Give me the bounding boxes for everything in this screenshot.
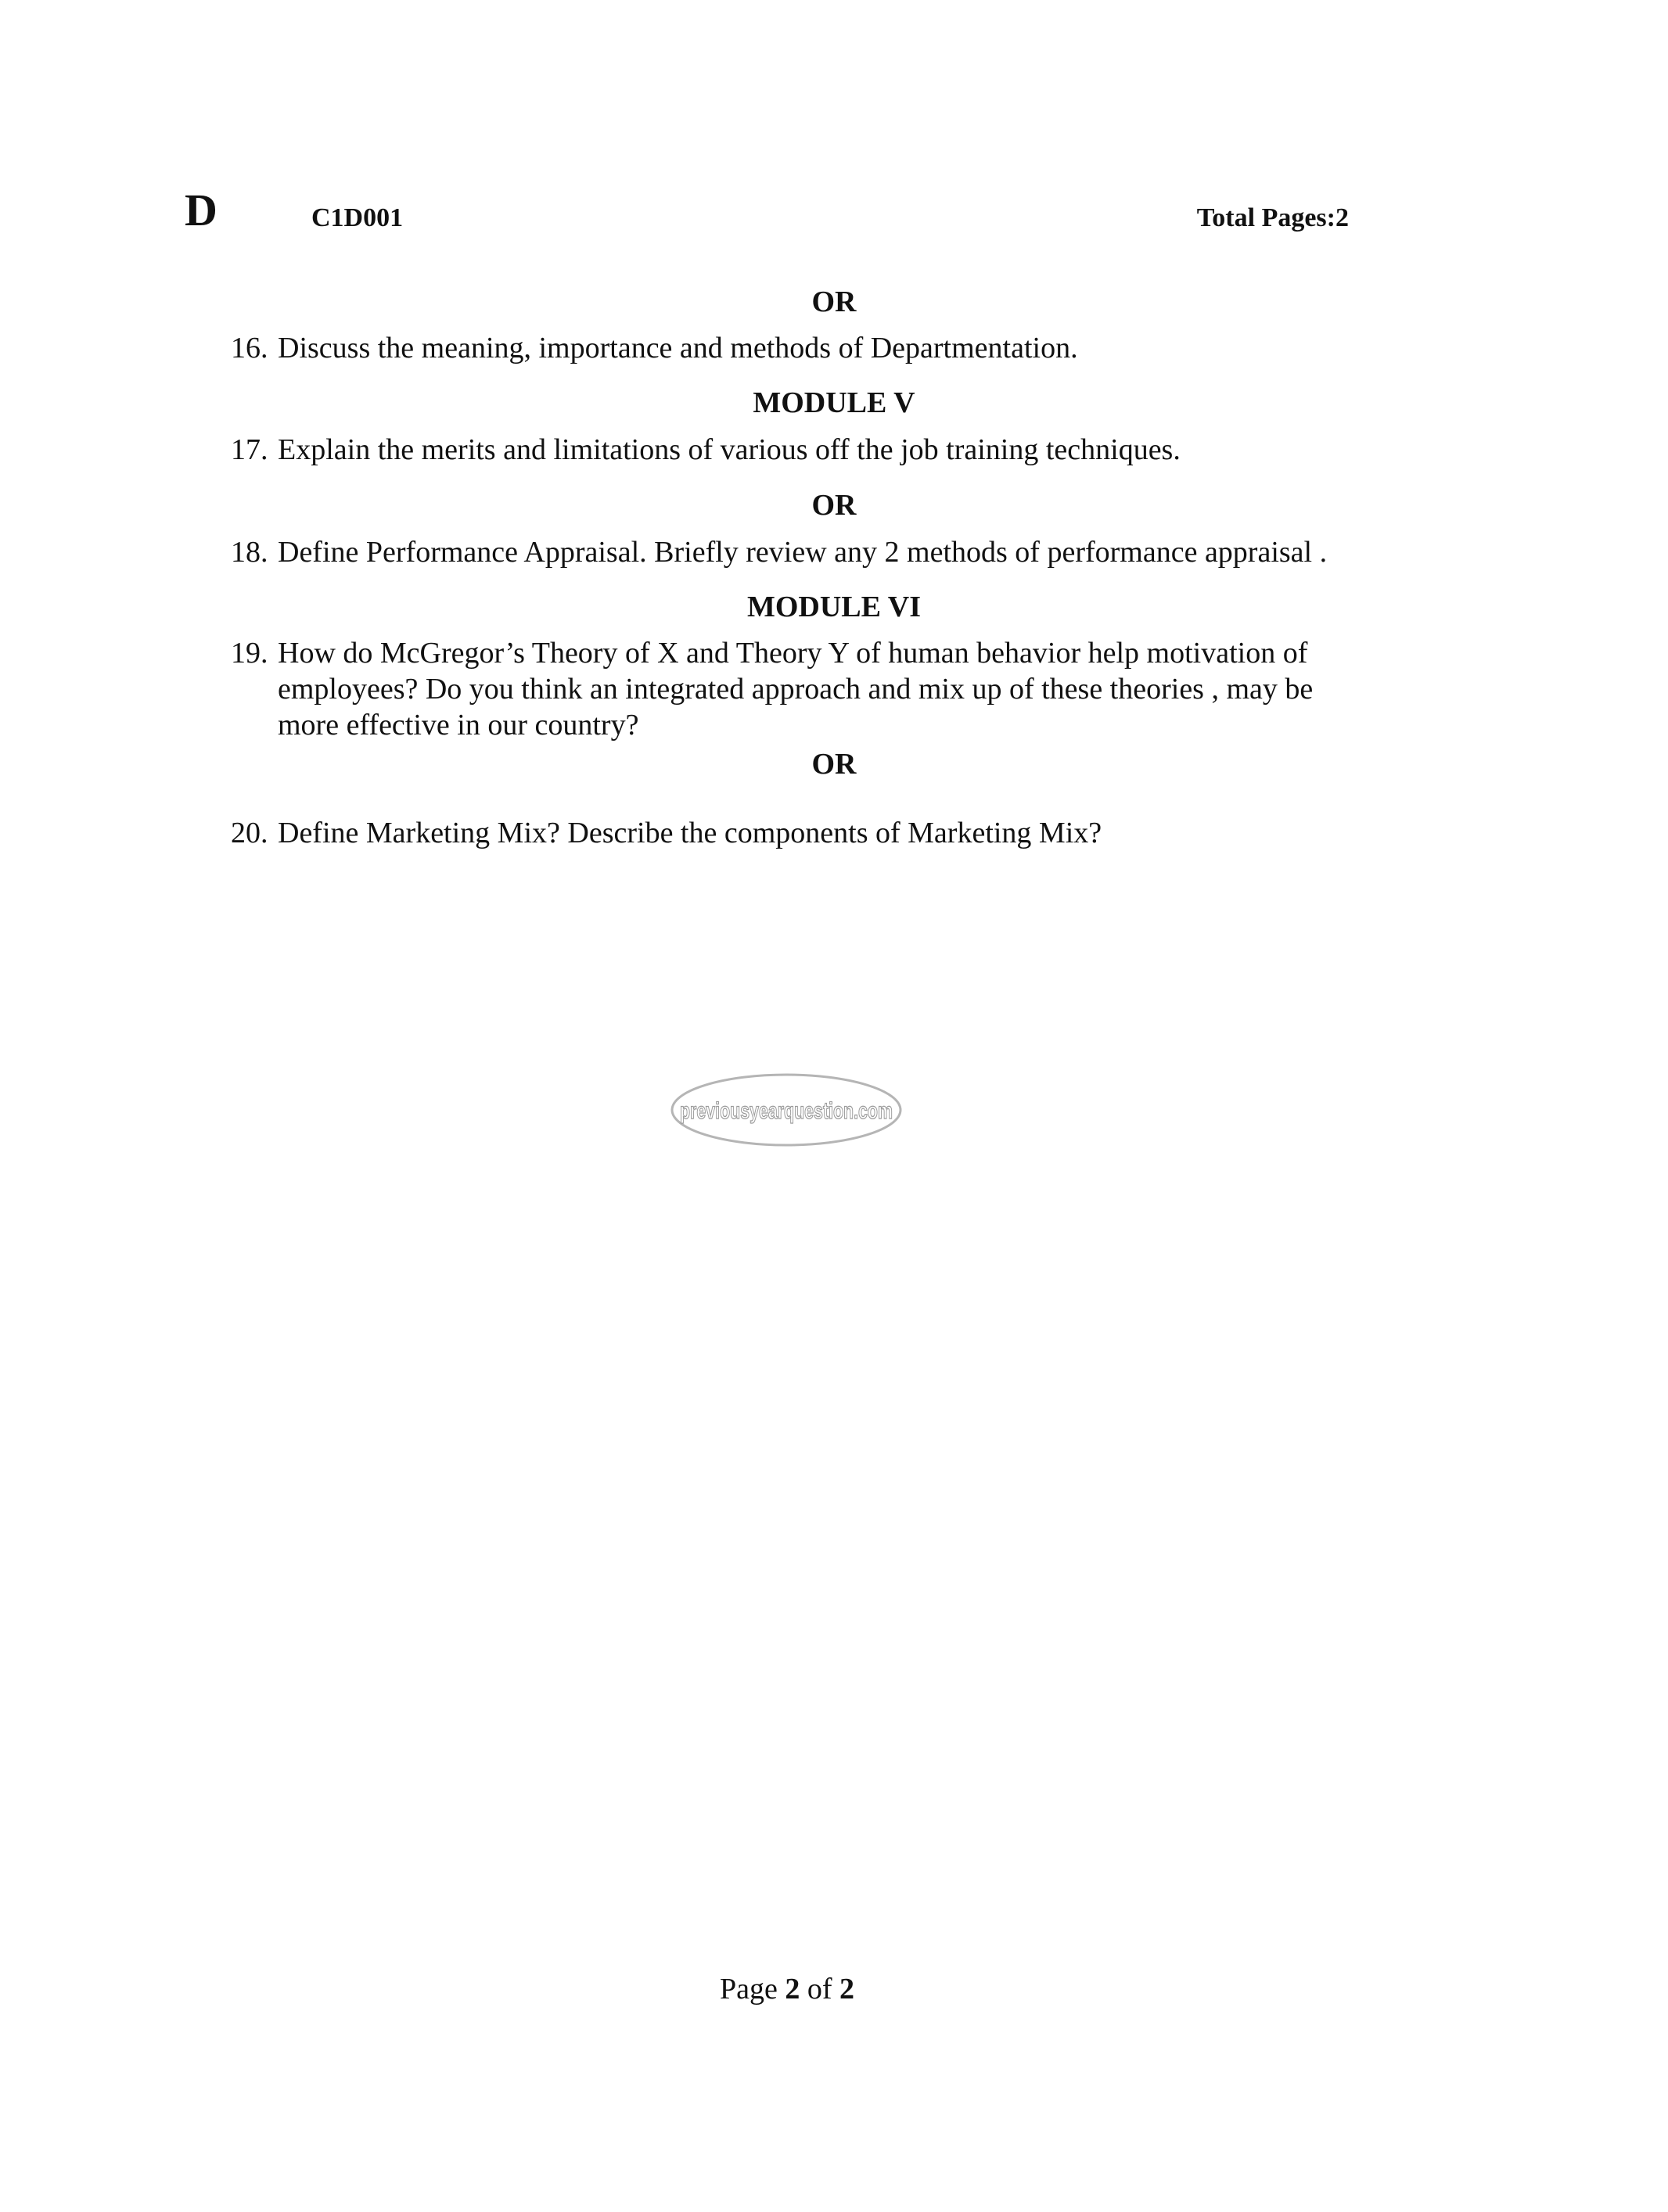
footer-current-page: 2 xyxy=(785,1973,800,2006)
module-heading: MODULE VI xyxy=(746,591,922,623)
page-footer xyxy=(0,1974,1574,2004)
paper-code: C1D001 xyxy=(311,203,404,232)
watermark-logo xyxy=(669,1072,904,1148)
question-20 xyxy=(231,815,1373,851)
question-16 xyxy=(231,330,1373,366)
question-number: 18. xyxy=(231,536,268,569)
footer-total-pages: 2 xyxy=(839,1973,855,2006)
question-number: 19. xyxy=(231,637,268,670)
or-separator: OR xyxy=(811,285,857,318)
footer-middle: of xyxy=(800,1973,840,2006)
or-separator: OR xyxy=(811,489,857,522)
total-pages: Total Pages:2 xyxy=(1196,203,1349,232)
question-number: 17. xyxy=(231,433,268,466)
footer-prefix: Page xyxy=(719,1973,785,2006)
question-18 xyxy=(231,534,1404,570)
question-text: Define Marketing Mix? Describe the components of Marketing Mix? xyxy=(278,817,1102,849)
question-text: Define Performance Appraisal. Briefly review any 2 methods of performance appraisal . xyxy=(278,536,1328,569)
question-19 xyxy=(231,635,1373,743)
set-letter: D xyxy=(185,185,217,235)
or-separator: OR xyxy=(811,748,857,781)
question-number: 20. xyxy=(231,817,268,849)
question-text: Explain the merits and limitations of various off the job training techniques. xyxy=(278,433,1181,466)
question-text: How do McGregor’s Theory of X and Theory Y of human behavior help motivation of employees? Do you think an integrated approach and mix up of these theories , may be more effective in our country? xyxy=(278,637,1314,742)
question-text: Discuss the meaning, importance and methods of Departmentation. xyxy=(278,332,1078,364)
module-heading: MODULE V xyxy=(753,386,915,419)
question-number: 16. xyxy=(231,332,268,364)
watermark-text: previousyearquestion.com xyxy=(680,1098,893,1124)
question-17 xyxy=(231,432,1373,468)
